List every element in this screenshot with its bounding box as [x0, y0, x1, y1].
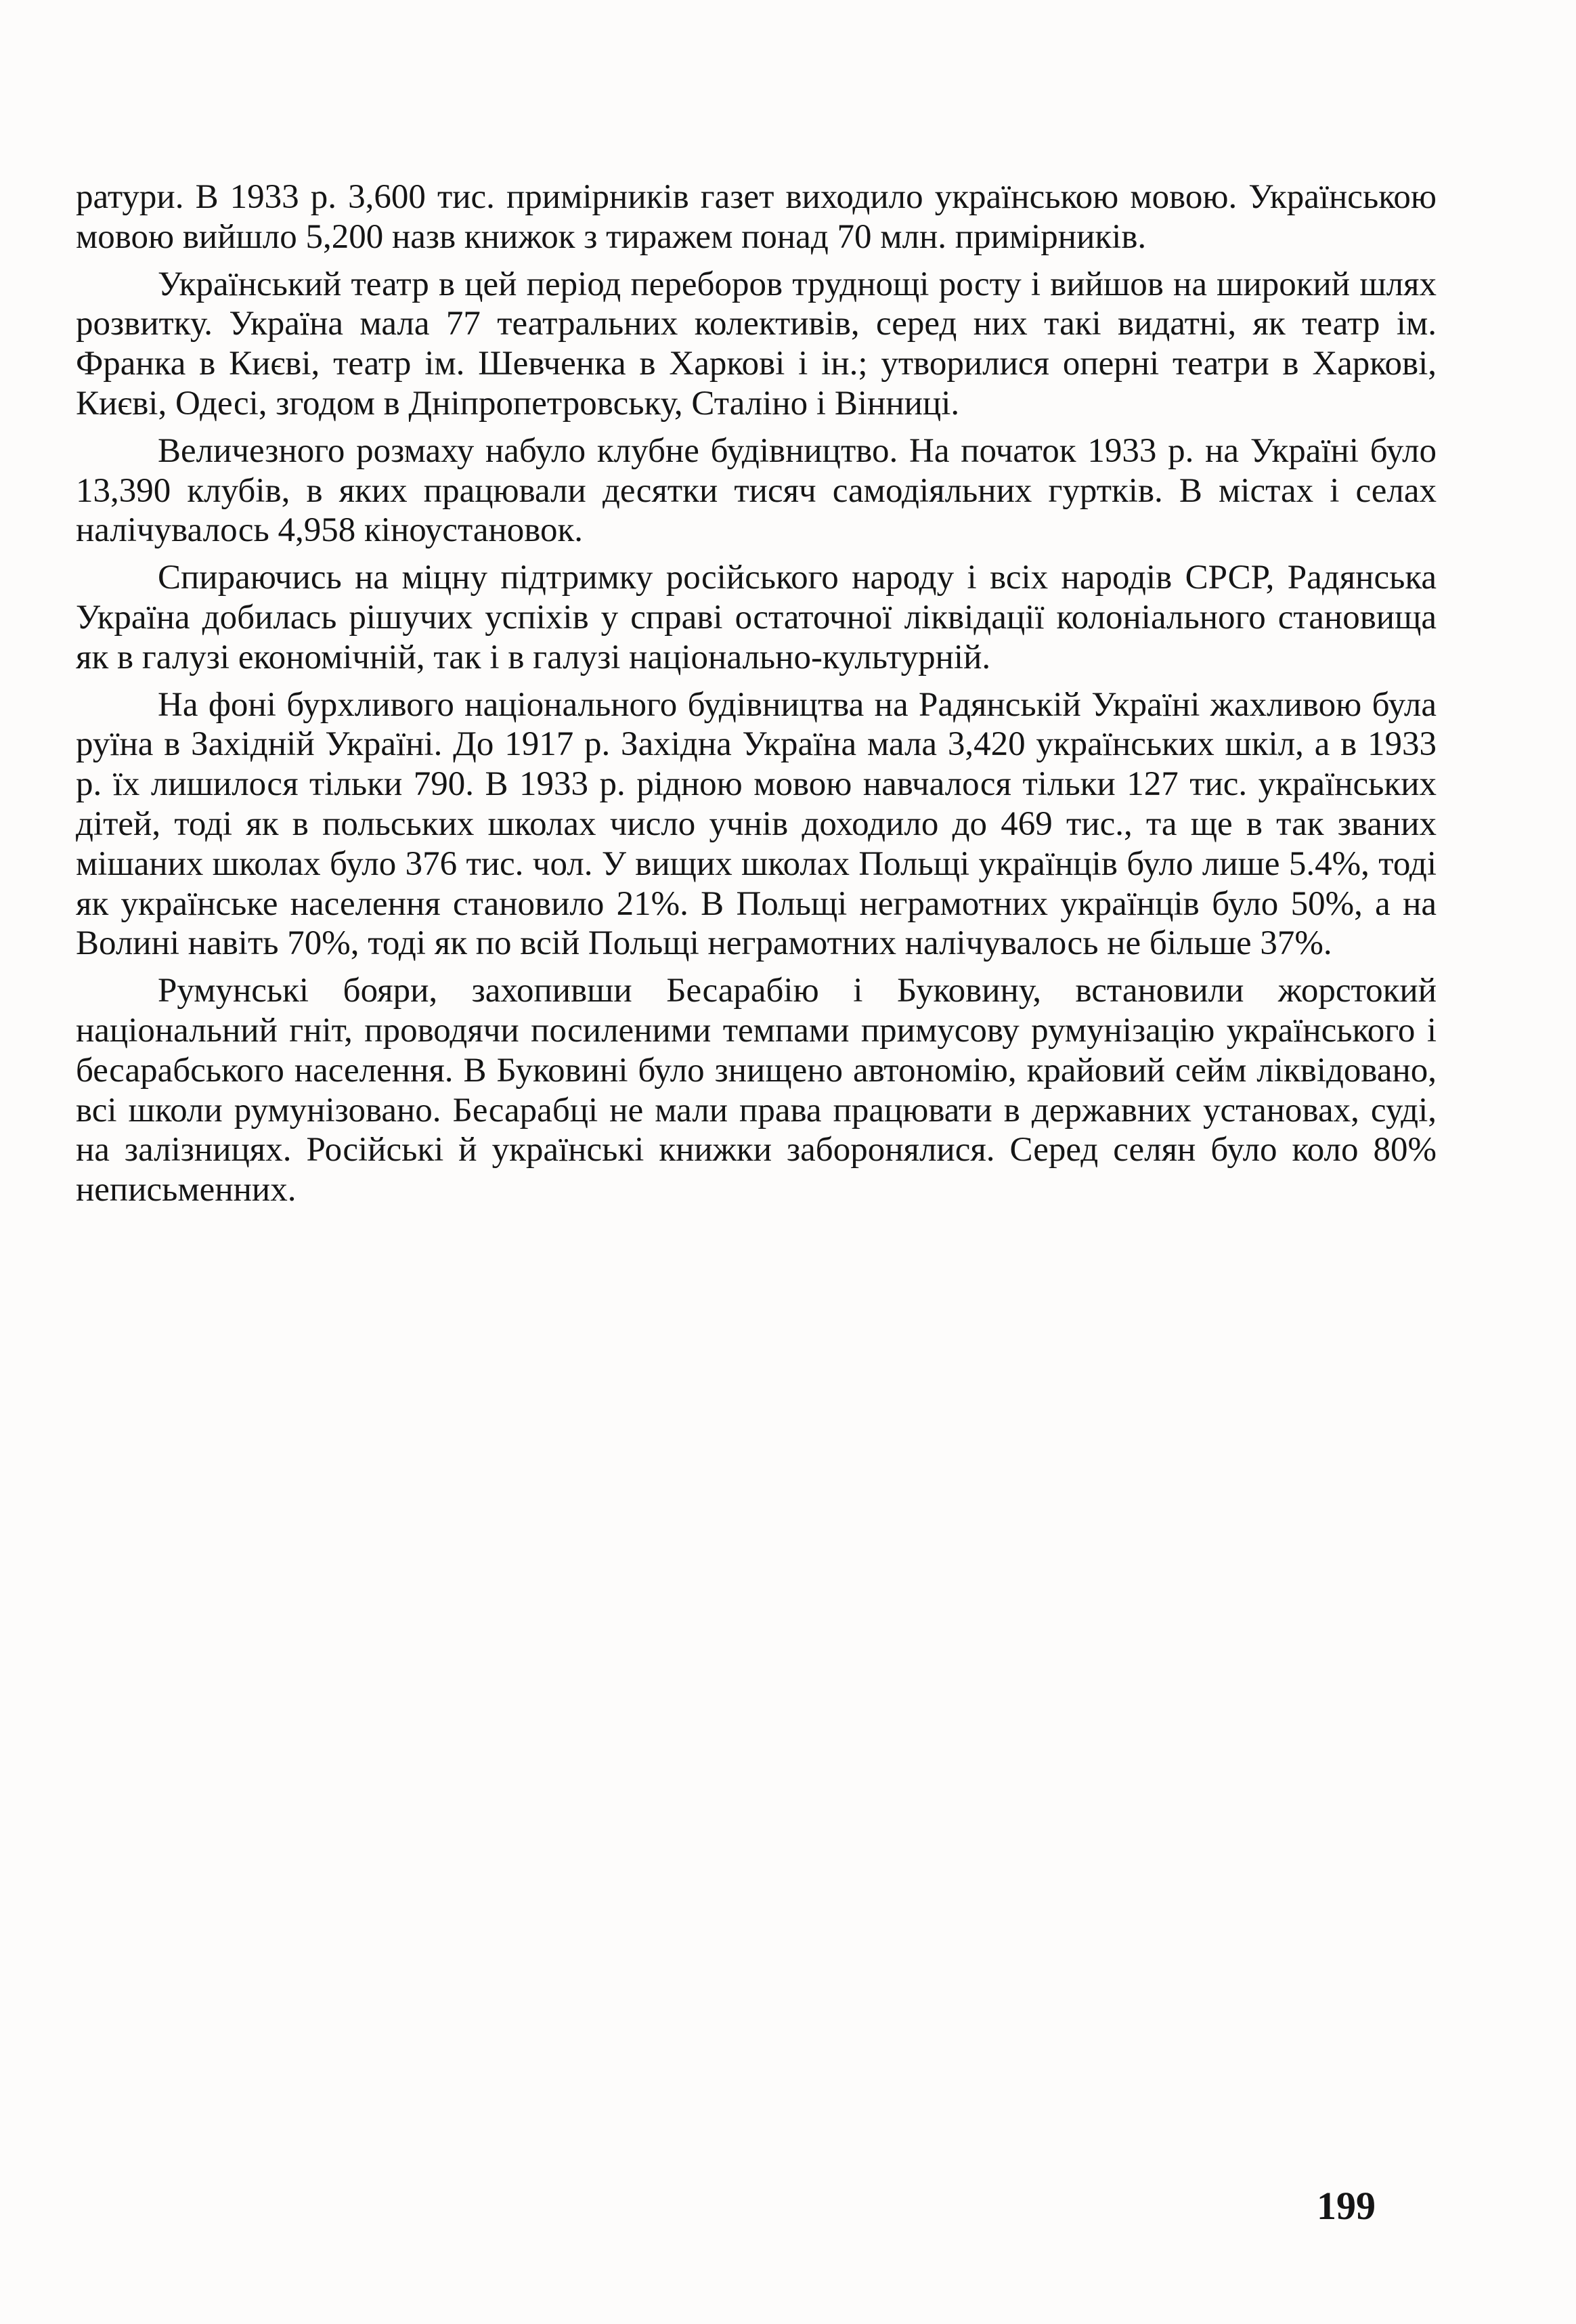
- paragraph-bessarabia: Румунські бояри, захопивши Бесарабію і Буковину, встановили жорстокий національний гніт, проводячи посиленими темпами примусову румунізацію українського і бесарабського населення. В Буковині було знищено автономію, крайовий сейм ліквідовано, всі школи румунізовано. Бесарабці не мали права працювати в державних установах, суді, на залізницях. Російські й українські книжки заборонялися. Серед селян було коло 80% неписьменних.: [76, 972, 1437, 1209]
- paragraph-soviet-ukraine: Спираючись на міцну підтримку російського народу і всіх народів СРСР, Радянська Україна добилась рішучих успіхів у справі остаточної ліквідації колоніального становища як в галузі економічній, так і в галузі національно-культурній.: [76, 559, 1437, 676]
- paragraph-western-ukraine: На фоні бурхливого національного будівництва на Радянській Україні жахливою була руїна в Західній Україні. До 1917 р. Західна Україна мала 3,420 українських шкіл, а в 1933 р. їх лишилося тільки 790. В 1933 р. рідною мовою навчалося тільки 127 тис. українських дітей, тоді як в польських школах число учнів доходило до 469 тис., та ще в так званих мішаних школах було 376 тис. чол. У вищих школах Польщі українців було лише 5.4%, тоді як українське населення становило 21%. В Польщі неграмотних українців було 50%, а на Волині навіть 70%, тоді як по всій Польщі неграмотних налічувалось не більше 37%.: [76, 685, 1437, 963]
- paragraph-clubs: Величезного розмаху набуло клубне будівництво. На початок 1933 р. на Україні було 13,390 клубів, в яких працювали десятки тисяч самодіяльних гуртків. В містах і селах налічувалось 4,958 кіноустановок.: [76, 431, 1437, 550]
- page-number: 199: [1317, 2184, 1376, 2228]
- paragraph-theatre: Український театр в цей період переборов труднощі росту і вийшов на широкий шлях розвитку. Україна мала 77 театральних колективів, серед них такі видатні, як театр ім. Франка в Києві, театр ім. Шевченка в Харкові і ін.; утворилися оперні театри в Харкові, Києві, Одесі, згодом в Дніпропетровську, Сталіно і Вінниці.: [76, 265, 1437, 423]
- body-text: [76, 177, 1437, 1218]
- paragraph-continuation: ратури. В 1933 р. 3,600 тис. примірників газет виходило українською мовою. Українською мовою вийшло 5,200 назв книжок з тиражем понад 70 млн. примірників.: [76, 178, 1437, 256]
